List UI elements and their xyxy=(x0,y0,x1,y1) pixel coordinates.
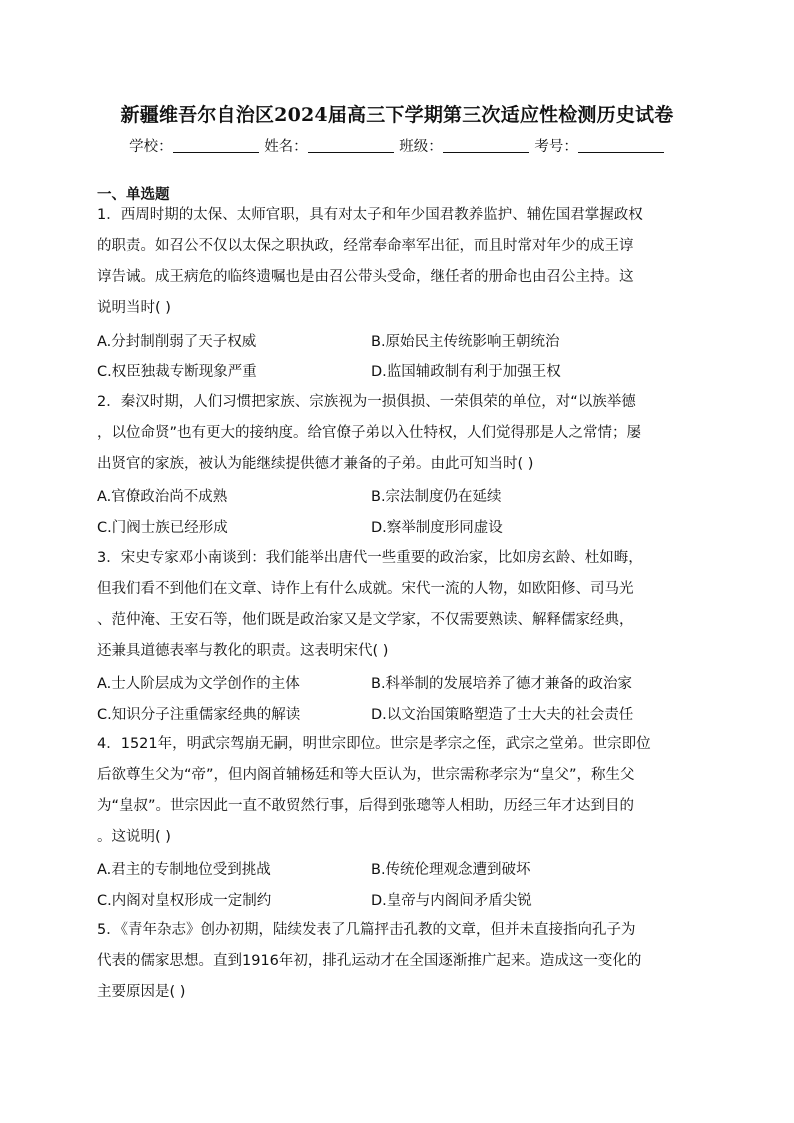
number-label: 考号： xyxy=(534,139,578,155)
option-c: C.权臣独裁专断现象严重 xyxy=(97,364,257,380)
student-info-line xyxy=(0,135,794,156)
school-label: 学校： xyxy=(129,139,173,155)
option-d: D.以文治国策略塑造了士大夫的社会责任 xyxy=(371,707,634,723)
question-line: 后欲尊生父为“帝”，但内阁首辅杨廷和等大臣认为，世宗需称孝宗为“皇父”，称生父 xyxy=(97,767,635,783)
question-line: 3．宋史专家邓小南谈到：我们能举出唐代一些重要的政治家，比如房玄龄、杜如晦， xyxy=(97,550,643,566)
class-label: 班级： xyxy=(399,139,443,155)
question-2 xyxy=(97,387,697,480)
option-c: C.门阀士族已经形成 xyxy=(97,520,228,536)
option-a: A.君主的专制地位受到挑战 xyxy=(97,862,271,878)
name-label: 姓名： xyxy=(264,139,308,155)
number-blank xyxy=(578,138,664,153)
question-line: 谆告诫。成王病危的临终遗嘱也是由召公带头受命，继任者的册命也由召公主持。这 xyxy=(97,269,634,285)
option-d: D.监国辅政制有利于加强王权 xyxy=(371,364,561,380)
name-blank xyxy=(308,138,394,153)
option-a: A.分封制削弱了天子权威 xyxy=(97,334,257,350)
question-line: 为“皇叔”。世宗因此一直不敢贸然行事，后得到张璁等人相助，历经三年才达到目的 xyxy=(97,798,635,814)
question-line: 。这说明( ) xyxy=(97,829,171,845)
option-c: C.内阁对皇权形成一定制约 xyxy=(97,893,272,909)
question-line: 5．《青年杂志》创办初期，陆续发表了几篇抨击孔教的文章，但并未直接指向孔子为 xyxy=(97,922,636,938)
question-1 xyxy=(97,200,697,324)
option-b: B.原始民主传统影响王朝统治 xyxy=(371,334,560,350)
question-line: 代表的儒家思想。直到1916年初，排孔运动才在全国逐渐推广起来。造成这一变化的 xyxy=(97,953,642,969)
section-heading: 一、单选题 xyxy=(97,187,170,203)
question-5 xyxy=(97,915,697,1008)
question-line: 出贤官的家族，被认为能继续提供德才兼备的子弟。由此可知当时( ) xyxy=(97,456,534,472)
school-blank xyxy=(173,138,259,153)
question-line: 主要原因是( ) xyxy=(97,984,186,1000)
option-a: A.官僚政治尚不成熟 xyxy=(97,489,228,505)
question-line: 、范仲淹、王安石等，他们既是政治家又是文学家，不仅需要熟读、解释儒家经典， xyxy=(97,612,634,628)
question-line: 的职责。如召公不仅以太保之职执政，经常奉命率军出征，而且时常对年少的成王谆 xyxy=(97,238,634,254)
option-d: D.察举制度形同虚设 xyxy=(371,520,503,536)
option-d: D.皇帝与内阁间矛盾尖锐 xyxy=(371,893,532,909)
exam-title: 新疆维吾尔自治区2024届高三下学期第三次适应性检测历史试卷 xyxy=(120,104,674,126)
question-line: 1．西周时期的太保、太师官职，具有对太子和年少国君教养监护、辅佐国君掌握政权 xyxy=(97,207,643,223)
option-b: B.科举制的发展培养了德才兼备的政治家 xyxy=(371,676,633,692)
option-b: B.宗法制度仍在延续 xyxy=(371,489,502,505)
option-b: B.传统伦理观念遭到破坏 xyxy=(371,862,531,878)
question-4 xyxy=(97,729,697,853)
option-a: A.士人阶层成为文学创作的主体 xyxy=(97,676,300,692)
question-line: ，以位命贤”也有更大的接纳度。给官僚子弟以入仕特权，人们觉得那是人之常情；屡 xyxy=(97,425,642,441)
question-line: 2．秦汉时期，人们习惯把家族、宗族视为一损俱损、一荣俱荣的单位，对“以族举德 xyxy=(97,394,636,410)
class-blank xyxy=(443,138,529,153)
question-line: 但我们看不到他们在文章、诗作上有什么成就。宋代一流的人物，如欧阳修、司马光 xyxy=(97,581,634,597)
question-line: 4．1521年，明武宗驾崩无嗣，明世宗即位。世宗是孝宗之侄，武宗之堂弟。世宗即位 xyxy=(97,736,651,752)
question-line: 还兼具道德表率与教化的职责。这表明宋代( ) xyxy=(97,643,389,659)
question-3 xyxy=(97,543,697,667)
question-line: 说明当时( ) xyxy=(97,300,171,316)
option-c: C.知识分子注重儒家经典的解读 xyxy=(97,707,301,723)
